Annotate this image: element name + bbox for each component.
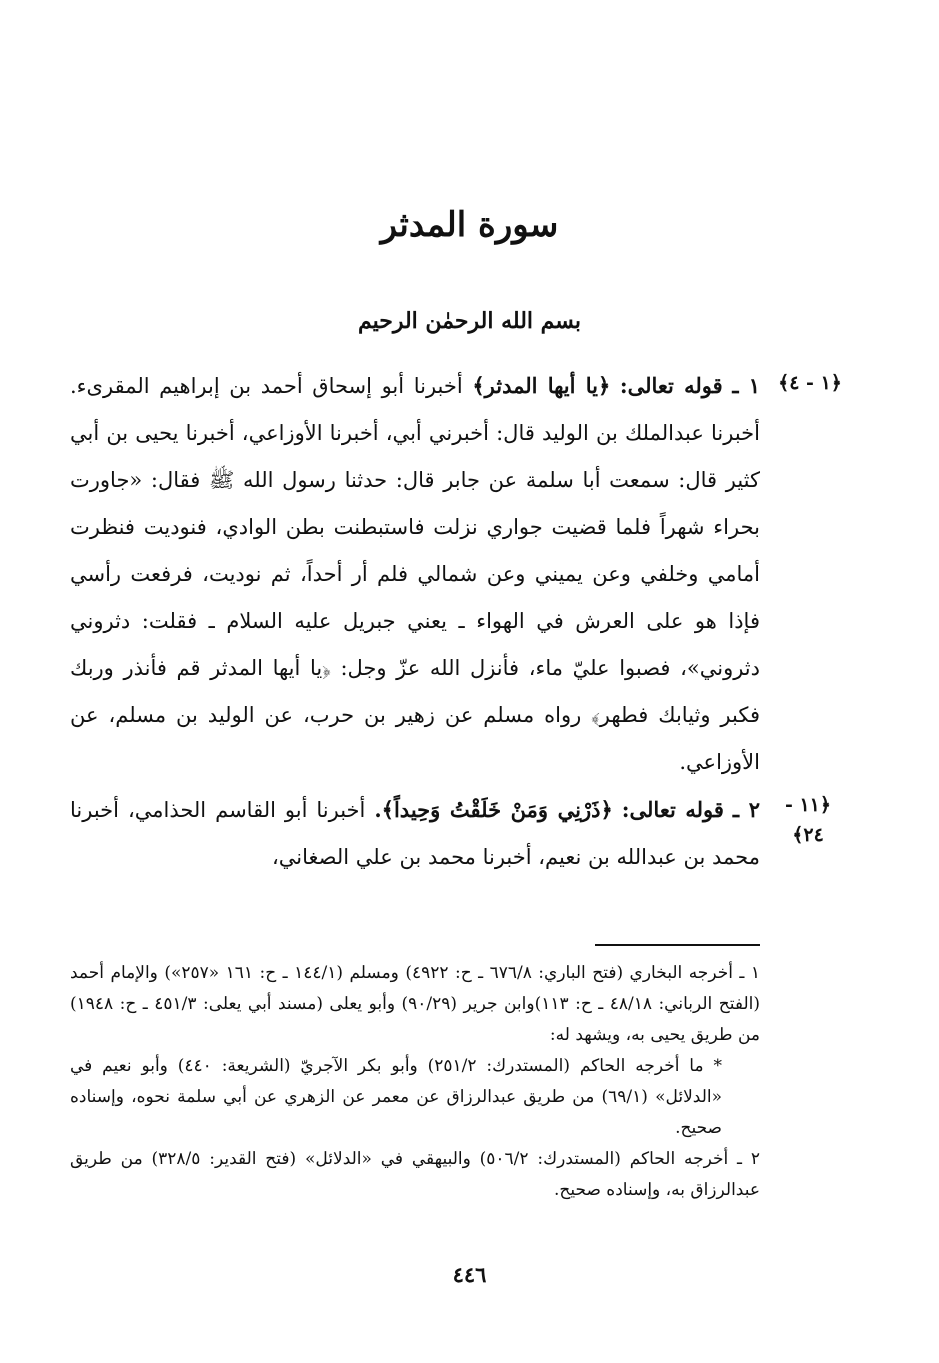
ayah-quote: ﴿ذَرْنِي وَمَنْ خَلَقْتُ وَحِيداً﴾. [374, 797, 613, 822]
footnote-2: ٢ ـ أخرجه الحاكم (المستدرك: ٥٠٦/٢) والبيهقي في «الدلائل» (فتح القدير: ٣٢٨/٥) من طريق عبدالرزاق به، وإسناده صحيح. [70, 1149, 760, 1200]
hadith-2 [70, 786, 760, 881]
footnote-divider [595, 944, 760, 946]
qawl-label: قوله تعالى: [621, 797, 724, 822]
surah-title: سورة المدثر [380, 205, 559, 245]
footnotes [70, 958, 760, 1206]
main-text [70, 362, 760, 881]
basmala: بسم الله الرحمٰن الرحيم [357, 308, 582, 334]
footnote-1-witness: * ما أخرجه الحاكم (المستدرك: ٢٥١/٢) وأبو بكر الآجريّ (الشريعة: ٤٤٠) وأبو نعيم في «الدلائل» (٦٩/١) من طريق عبدالرزاق عن معمر عن الزهري عن أبي سلمة نحوه، وإسناده صحيح. [70, 1056, 722, 1138]
hadith-text: أخبرنا أبو القاسم الحذامي، أخبرنا محمد بن عبدالله بن نعيم، أخبرنا محمد بن علي الصغاني، [70, 798, 760, 869]
footnote-1: ١ ـ أخرجه البخاري (فتح الباري: ٦٧٦/٨ ـ ح: ٤٩٢٢) ومسلم (١٤٤/١ ـ ح: ١٦١ «٢٥٧») والإمام أحمد (الفتح الرباني: ٤٨/١٨ ـ ح: ١١٣)وابن جرير (٩٠/٢٩) وأبو يعلى (مسند أبي يعلى: ٤٥١/٣ ـ ح: ١٩٤٨) من طريق يحيى به، ويشهد له: [70, 963, 760, 1045]
hadith-1 [70, 362, 760, 786]
margin-ayah-ref-2: ﴿١١ - ٢٤﴾ [784, 794, 832, 846]
margin-ayah-ref-1: ﴿١ - ٤﴾ [778, 372, 842, 394]
hadith-number: ٢ ـ [732, 797, 760, 822]
page-number: ٤٤٦ [452, 1262, 487, 1287]
qawl-label: قوله تعالى: [619, 373, 723, 398]
ayah-quote: ﴿يا أيها المدثر﴾ [472, 373, 611, 398]
hadith-text: أخبرنا أبو إسحاق أحمد بن إبراهيم المقرىء. أخبرنا عبدالملك بن الوليد قال: أخبرني أبي، أخبرنا الأوزاعي، أخبرنا يحيى بن أبي كثير قال: سمعت أبا سلمة عن جابر قال: حدثنا رسول الله ﷺ فقال: «جاورت بحراء شهراً فلما قضيت جواري نزلت فاستبطنت بطن الوادي، فنوديت فنظرت أمامي وخلفي وعن يميني وعن شمالي فلم أر أحداً، ثم نوديت، فرفعت رأسي فإذا هو على العرش في الهواء ـ يعني جبريل عليه السلام ـ فقلت: دثروني دثروني»، فصبوا عليّ ماء، فأنزل الله عزّ وجل: ﴿يا أيها المدثر قم فأنذر وربك فكبر وثيابك فطهر﴾ رواه مسلم عن زهير بن حرب، عن الوليد بن مسلم، عن الأوزاعي. [70, 374, 760, 774]
hadith-number: ١ ـ [732, 373, 760, 398]
